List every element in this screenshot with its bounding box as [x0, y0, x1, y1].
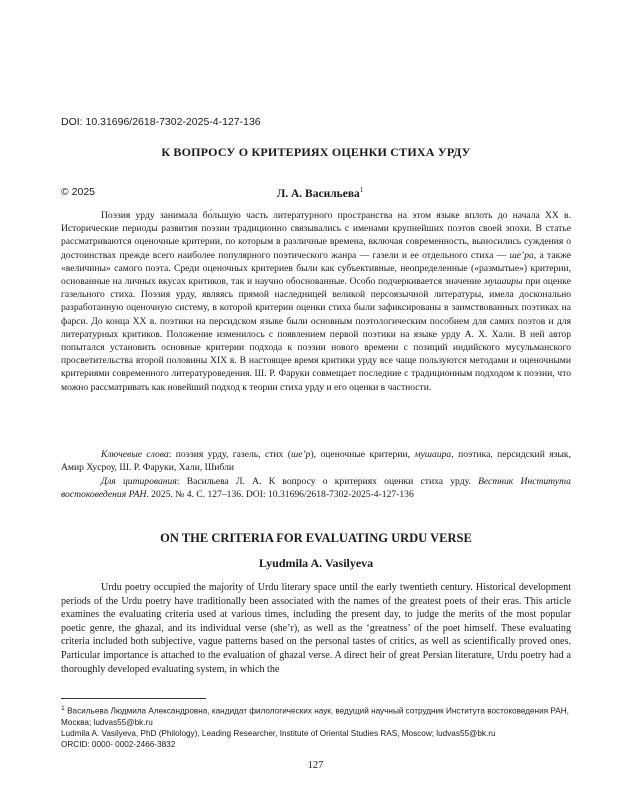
citation [61, 475, 571, 501]
citation-text: : Васильева Л. А. К вопросу о критериях оценки стиха урду. [176, 476, 479, 487]
keywords-label: Ключевые слова [101, 449, 169, 460]
author-ru [220, 186, 420, 200]
footnote-marker: 1 [61, 705, 65, 712]
keywords-text: , поэтика, персидский язык, Амир Хусроу, Ш. Р. Фаруки, Хали, Шибли [61, 449, 571, 474]
page-number: 127 [307, 760, 324, 771]
article-title-en: ON THE CRITERIA FOR EVALUATING URDU VERSE [160, 531, 472, 545]
footnote-en: Ludmila A. Vasilyeva, PhD (Philology), Leading Researcher, Institute of Oriental Studies RAS, Moscow; ludvas55@bk.ru [61, 728, 496, 738]
footnote [61, 703, 571, 750]
doi-line[interactable]: DOI: 10.31696/2618-7302-2025-4-127-136 [61, 116, 261, 128]
keywords-term: мушаира [414, 449, 452, 460]
abstract-ru [61, 209, 571, 394]
author-en: Lyudmila A. Vasilyeva [258, 556, 374, 570]
abstract-ru-term: мушаиры [483, 276, 523, 288]
keywords-text: : поэзия урду, газель, стих ( [168, 449, 291, 460]
abstract-en: Urdu poetry occupied the majority of Urdu literary space until the early twentieth century. Historical development periods of the Urdu poetry have traditionally been associated with the names of the greatest poets of their eras. This article examines the evaluating criteria used at various times, including the present day, to judge the merits of the most popular poetic genre, the ghazal, and its individual verse (she’r), as well as the ‘greatness’ of the poet himself. These evaluating criteria included both subjective, vague patterns based on the personal tastes of critics, as well as scientifically proved ones. Particular importance is attached to the evaluation of ghazal verse. A direct heir of great Persian literature, Urdu poetry had a thoroughly developed evaluating system, in which the [61, 582, 571, 675]
footnote-divider [61, 698, 206, 699]
abstract-ru-part: при оценке газельного стиха. Поэзия урду, являясь прямой наследницей великой персоязычной литературы, имела досконально разработанную оценочную систему, в которой критерии оценки стиха были зафиксированы в заимствованных поэтиках на фарси. До конца XX в. поэтики на персидском языке были основным поэтологическим пособием для самих поэтов и для литературных критиков. Положение изменилось с появлением первой поэтики на языке урду А. Х. Хали. В ней автор попытался установить основные критерии подхода к поэзии нового времени с позиций индийского мусульманского просветительства второй половины XIX в. В настоящее время критики урду все чаще пользуются методами и оценочными критериями современного литературоведения. Ш. Р. Фаруки совмещает последние с традиционным подходом к поэзии, что можно рассматривать как новейший подход к теории стиха урду и его оценки в частности. [61, 276, 571, 393]
footnote-orcid[interactable]: ORCID: 0000- 0002-2466-3832 [61, 739, 176, 749]
keywords [61, 448, 571, 474]
footnote-ru [61, 703, 571, 728]
article-title-ru: К ВОПРОСУ О КРИТЕРИЯХ ОЦЕНКИ СТИХА УРДУ [161, 145, 471, 159]
keywords-text: ), оценочные критерии, [310, 449, 415, 460]
footnote-ref[interactable]: 1 [359, 186, 364, 194]
author-ru-name: Л. А. Васильева [276, 187, 360, 200]
citation-label: Для цитирования [101, 476, 177, 487]
abstract-ru-term: ше’ра [509, 249, 534, 261]
abstract-ru-part: , а также «величины» самого поэта. Среди оценочных критериев были как субъективные, неопределенные («размытые») критерии, основанные на личных вкусах критиков, так и научно обоснованные. Особо подчеркивается значение [61, 249, 571, 288]
abstract-ru-part: Поэзия урду занимала бо́льшую часть литературного пространства на этом языке вплоть до начала XX в. Исторические периоды развития поэзии традиционно связывались с именами крупнейших поэтов своей эпохи. В статье рассматриваются оценочные критерии, по которым в различные времена, включая современность, выносились суждения о достоинствах прежде всего наиболее популярного поэтического жанра — газели и ее отдельного стиха — [61, 210, 571, 261]
copyright: © 2025 [61, 186, 96, 198]
footnote-ru-text: Васильева Людмила Александровна, кандидат филологических наук, ведущий научный сотрудник Института востоковедения РАН, Москва; ludvas55@bk.ru [61, 706, 569, 727]
citation-journal: Вестник Института востоковедения РАН [61, 476, 571, 501]
keywords-term: ше’р [290, 449, 311, 460]
citation-text: . 2025. № 4. С. 127–136. DOI: 10.31696/2618-7302-2025-4-127-136 [146, 489, 414, 501]
